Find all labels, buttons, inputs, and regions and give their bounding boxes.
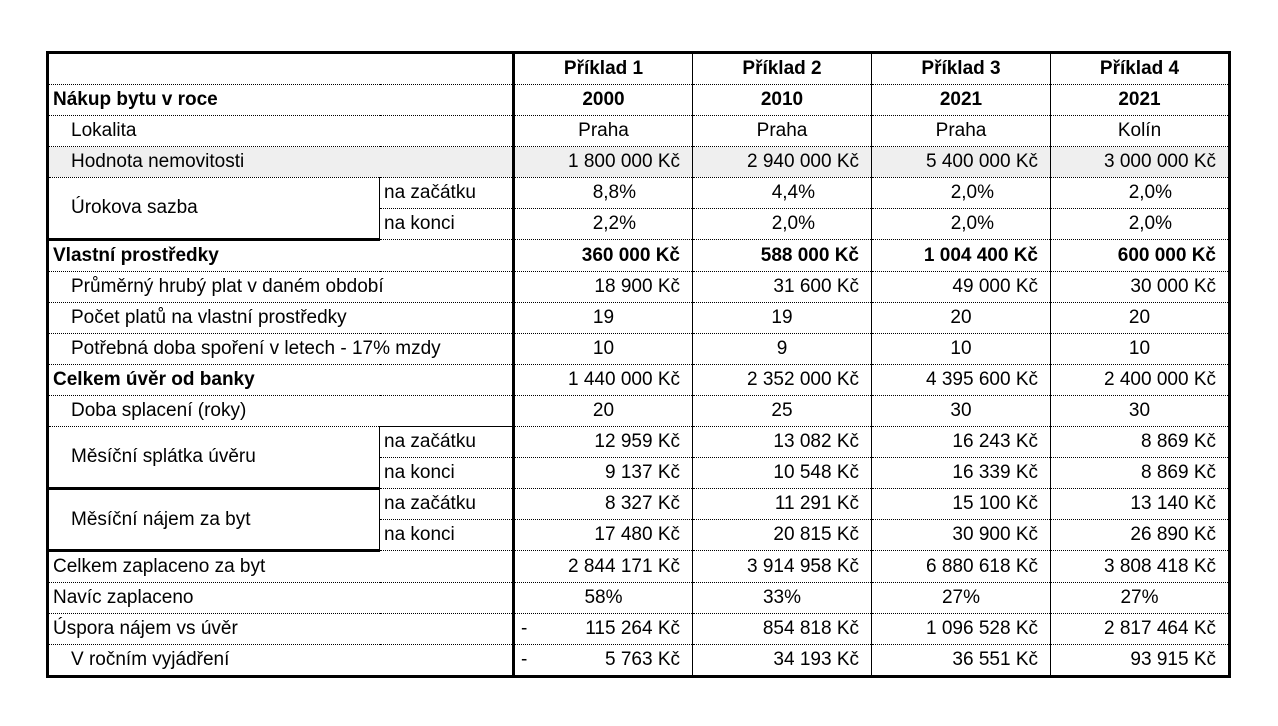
total-loan-label: Celkem úvěr od banky [48,365,514,396]
interest-rate-end: 2,0% [1051,209,1230,240]
monthly-payment-start: 16 243 Kč [872,427,1051,458]
saving-years-value: 10 [872,334,1051,365]
location-value: Praha [693,116,872,147]
monthly-rent-end-label: na konci [380,520,514,551]
monthly-payment-end-label: na konci [380,458,514,489]
monthly-payment-start: 8 869 Kč [1051,427,1230,458]
purchase-year-2: 2010 [693,85,872,116]
repayment-period-value: 25 [693,396,872,427]
saving-years-value: 10 [514,334,693,365]
avg-salary-row [48,272,1230,303]
interest-rate-start-row [48,178,1230,209]
interest-rate-start: 4,4% [693,178,872,209]
property-value-row [48,147,1230,178]
property-value: 3 000 000 Kč [1051,147,1230,178]
example-3-header: Příklad 3 [872,53,1051,85]
total-loan-value: 2 400 000 Kč [1051,365,1230,396]
avg-salary-label: Průměrný hrubý plat v daném období [48,272,514,303]
example-2-header: Příklad 2 [693,53,872,85]
annual-label: V ročním vyjádření [48,645,514,677]
saving-years-row [48,334,1230,365]
own-funds-value: 600 000 Kč [1051,240,1230,272]
monthly-payment-start: 12 959 Kč [514,427,693,458]
monthly-payment-end: 9 137 Kč [514,458,693,489]
interest-rate-end: 2,2% [514,209,693,240]
interest-rate-end: 2,0% [693,209,872,240]
monthly-rent-end: 26 890 Kč [1051,520,1230,551]
total-loan-value: 4 395 600 Kč [872,365,1051,396]
saving-years-label: Potřebná doba spoření v letech - 17% mzdy [48,334,514,365]
savings-label: Úspora nájem vs úvěr [48,614,514,645]
savings-value: 854 818 Kč [693,614,872,645]
total-paid-label: Celkem zaplaceno za byt [48,551,514,583]
purchase-year-3: 2021 [872,85,1051,116]
annual-value: 93 915 Kč [1051,645,1230,677]
annual-value-1 [514,645,693,677]
total-paid-row [48,551,1230,583]
monthly-rent-start: 15 100 Kč [872,489,1051,520]
salaries-count-value: 20 [872,303,1051,334]
salaries-count-row [48,303,1230,334]
purchase-year-4: 2021 [1051,85,1230,116]
total-paid-value: 3 914 958 Kč [693,551,872,583]
monthly-rent-start-row [48,489,1230,520]
annual-value: 36 551 Kč [872,645,1051,677]
header-row [48,53,1230,85]
savings-value-1 [514,614,693,645]
own-funds-value: 360 000 Kč [514,240,693,272]
salaries-count-value: 20 [1051,303,1230,334]
total-paid-value: 2 844 171 Kč [514,551,693,583]
example-1-header: Příklad 1 [514,53,693,85]
repayment-period-value: 30 [872,396,1051,427]
extra-paid-label: Navíc zaplaceno [48,583,514,614]
location-value: Kolín [1051,116,1230,147]
avg-salary-value: 49 000 Kč [872,272,1051,303]
extra-paid-value: 27% [1051,583,1230,614]
avg-salary-value: 31 600 Kč [693,272,872,303]
own-funds-value: 588 000 Kč [693,240,872,272]
annual-amount: 5 763 Kč [605,649,680,670]
monthly-rent-start: 13 140 Kč [1051,489,1230,520]
savings-row [48,614,1230,645]
total-loan-value: 1 440 000 Kč [514,365,693,396]
monthly-payment-start: 13 082 Kč [693,427,872,458]
purchase-year-1: 2000 [514,85,693,116]
interest-rate-start: 2,0% [872,178,1051,209]
monthly-rent-end: 20 815 Kč [693,520,872,551]
repayment-period-value: 20 [514,396,693,427]
property-value: 5 400 000 Kč [872,147,1051,178]
annual-value: 34 193 Kč [693,645,872,677]
location-label: Lokalita [48,116,514,147]
total-loan-value: 2 352 000 Kč [693,365,872,396]
interest-rate-end-label: na konci [380,209,514,240]
interest-rate-end: 2,0% [872,209,1051,240]
monthly-payment-start-row [48,427,1230,458]
salaries-count-value: 19 [693,303,872,334]
location-row [48,116,1230,147]
monthly-payment-end: 10 548 Kč [693,458,872,489]
total-paid-value: 6 880 618 Kč [872,551,1051,583]
interest-rate-label: Úrokova sazba [48,178,380,240]
total-paid-value: 3 808 418 Kč [1051,551,1230,583]
savings-value: 2 817 464 Kč [1051,614,1230,645]
monthly-rent-label: Měsíční nájem za byt [48,489,380,551]
example-4-header: Příklad 4 [1051,53,1230,85]
repayment-period-label: Doba splacení (roky) [48,396,514,427]
own-funds-value: 1 004 400 Kč [872,240,1051,272]
monthly-rent-start: 11 291 Kč [693,489,872,520]
saving-years-value: 10 [1051,334,1230,365]
own-funds-label: Vlastní prostředky [48,240,514,272]
own-funds-row [48,240,1230,272]
monthly-payment-label: Měsíční splátka úvěru [48,427,380,489]
extra-paid-row [48,583,1230,614]
savings-value: 1 096 528 Kč [872,614,1051,645]
monthly-rent-start: 8 327 Kč [514,489,693,520]
annual-row [48,645,1230,677]
purchase-year-label: Nákup bytu v roce [48,85,514,116]
extra-paid-value: 33% [693,583,872,614]
extra-paid-value: 58% [514,583,693,614]
salaries-count-label: Počet platů na vlastní prostředky [48,303,514,334]
monthly-rent-end: 17 480 Kč [514,520,693,551]
location-value: Praha [872,116,1051,147]
monthly-rent-start-label: na začátku [380,489,514,520]
comparison-table [46,51,1231,678]
property-value-label: Hodnota nemovitosti [48,147,514,178]
header-empty-cell [48,53,514,85]
avg-salary-value: 18 900 Kč [514,272,693,303]
interest-rate-start: 2,0% [1051,178,1230,209]
repayment-period-row [48,396,1230,427]
monthly-payment-end: 16 339 Kč [872,458,1051,489]
monthly-payment-start-label: na začátku [380,427,514,458]
property-value: 2 940 000 Kč [693,147,872,178]
savings-amount: 115 264 Kč [585,618,680,639]
negative-sign: - [521,649,528,670]
interest-rate-start-label: na začátku [380,178,514,209]
avg-salary-value: 30 000 Kč [1051,272,1230,303]
monthly-payment-end: 8 869 Kč [1051,458,1230,489]
total-loan-row [48,365,1230,396]
saving-years-value: 9 [693,334,872,365]
purchase-year-row [48,85,1230,116]
location-value: Praha [514,116,693,147]
interest-rate-start: 8,8% [514,178,693,209]
salaries-count-value: 19 [514,303,693,334]
extra-paid-value: 27% [872,583,1051,614]
negative-sign: - [521,618,528,639]
property-value: 1 800 000 Kč [514,147,693,178]
repayment-period-value: 30 [1051,396,1230,427]
monthly-rent-end: 30 900 Kč [872,520,1051,551]
